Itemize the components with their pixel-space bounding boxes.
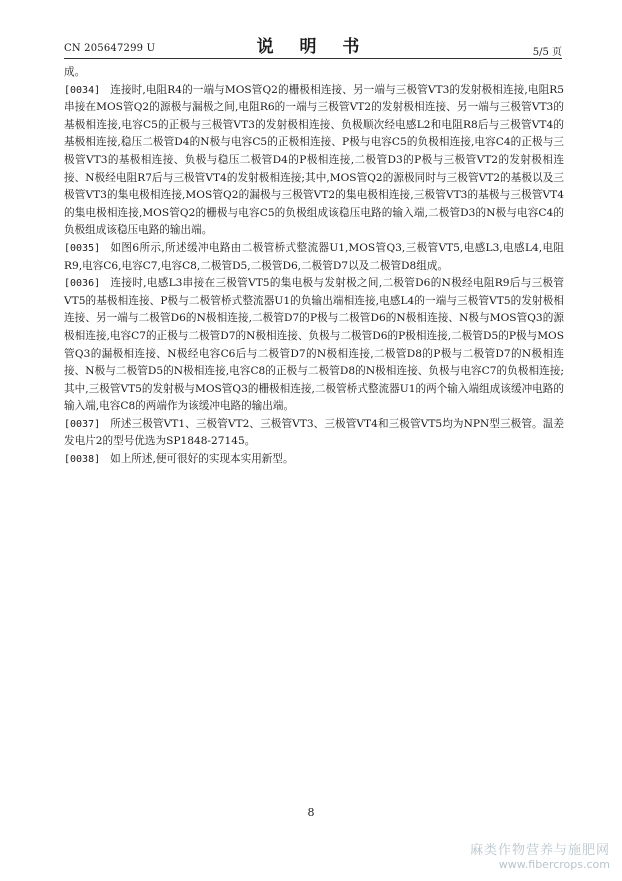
patent-number: CN 205647299 U bbox=[64, 43, 156, 54]
paragraph-number: [0036] bbox=[64, 278, 101, 290]
paragraph-number: [0034] bbox=[64, 84, 101, 96]
page-number: 8 bbox=[307, 806, 315, 819]
paragraph-0036 bbox=[64, 275, 564, 416]
paragraph-number: [0038] bbox=[64, 454, 101, 466]
paragraph-text: 连接时,电阻R4的一端与MOS管Q2的栅极相连接、另一端与三极管VT3的发射极相连接,电阻R5串接在MOS管Q2的源极与漏极之间,电阻R6的一端与三极管VT2的发射极相连接、另一端与三极管VT3的基极相连接,电容C5的正极与三极管VT3的发射极相连接、负极顺次经电感L2和电阻R8后与三极管VT4的基极相连接,稳压二极管D4的N极与电容C5的正极相连接、P极与电容C5的负极相连接,电容C4的正极与三极管VT3的基极相连接、负极与稳压二极管D4的P极相连接,二极管D3的P极与三极管VT2的发射极相连接、N极经电阻R7后与三极管VT4的发射极相连接;其中,MOS管Q2的源极同时与三极管VT2的基极以及三极管VT3的集电极相连接,MOS管Q2的漏极与三极管VT2的集电极相连接,三极管VT3的基极与三极管VT4的集电极相连接,MOS管Q2的栅极与电容C5的负极组成该稳压电路的输入端,二极管D3的N极与电容C4的负极组成该稳压电路的输出端。 bbox=[64, 83, 564, 237]
paragraph-0037 bbox=[64, 416, 564, 451]
page-header bbox=[64, 32, 562, 56]
paragraph-text: 如上所述,便可很好的实现本实用新型。 bbox=[110, 453, 294, 466]
continued-text: 成。 bbox=[64, 66, 86, 78]
document-body bbox=[64, 64, 564, 469]
document-title: 说 明 书 bbox=[256, 37, 370, 57]
page-indicator: 5/5 页 bbox=[532, 47, 562, 58]
paragraph-0035 bbox=[64, 240, 564, 275]
paragraph-0034 bbox=[64, 82, 564, 240]
paragraph-number: [0035] bbox=[64, 242, 101, 254]
header-divider bbox=[64, 58, 562, 59]
paragraph-text: 如图6所示,所述缓冲电路由二极管桥式整流器U1,MOS管Q3,三极管VT5,电感L3,电感L4,电阻R9,电容C6,电容C7,电容C8,二极管D5,二极管D6,二极管D7以及二极管D8组成。 bbox=[64, 241, 564, 272]
watermark-url: www.fibercrops.com bbox=[498, 858, 610, 871]
paragraph-text: 所述三极管VT1、三极管VT2、三极管VT3、三极管VT4和三极管VT5均为NPN型三极管。温差发电片2的型号优选为SP1848-27145。 bbox=[64, 417, 564, 448]
watermark-title: 麻类作物营养与施肥网 bbox=[469, 843, 610, 858]
site-watermark bbox=[470, 839, 610, 871]
paragraph-number: [0037] bbox=[64, 418, 101, 430]
paragraph-0038 bbox=[64, 451, 564, 469]
paragraph-text: 连接时,电感L3串接在三极管VT5的集电极与发射极之间,二极管D6的N极经电阻R9后与三极管VT5的基极相连接、P极与二极管桥式整流器U1的负输出端相连接,电感L4的一端与三极管VT5的发射极相连接、另一端与二极管D6的N极相连接,二极管D7的P极与二极管D6的N极相连接、N极与MOS管Q3的源极相连接,电容C7的正极与二极管D7的N极相连接、负极与二极管D6的P极相连接,二极管D5的P极与MOS管Q3的漏极相连接、N极经电容C6后与二极管D7的N极相连接,二极管D8的P极与二极管D7的N极相连接、N极与二极管D5的N极相连接,电容C8的正极与二极管D8的N极相连接、负极与电容C7的负极相连接;其中,三极管VT5的发射极与MOS管Q3的栅极相连接,二极管桥式整流器U1的两个输入端组成该缓冲电路的输入端,电容C8的两端作为该缓冲电路的输出端。 bbox=[64, 277, 564, 413]
